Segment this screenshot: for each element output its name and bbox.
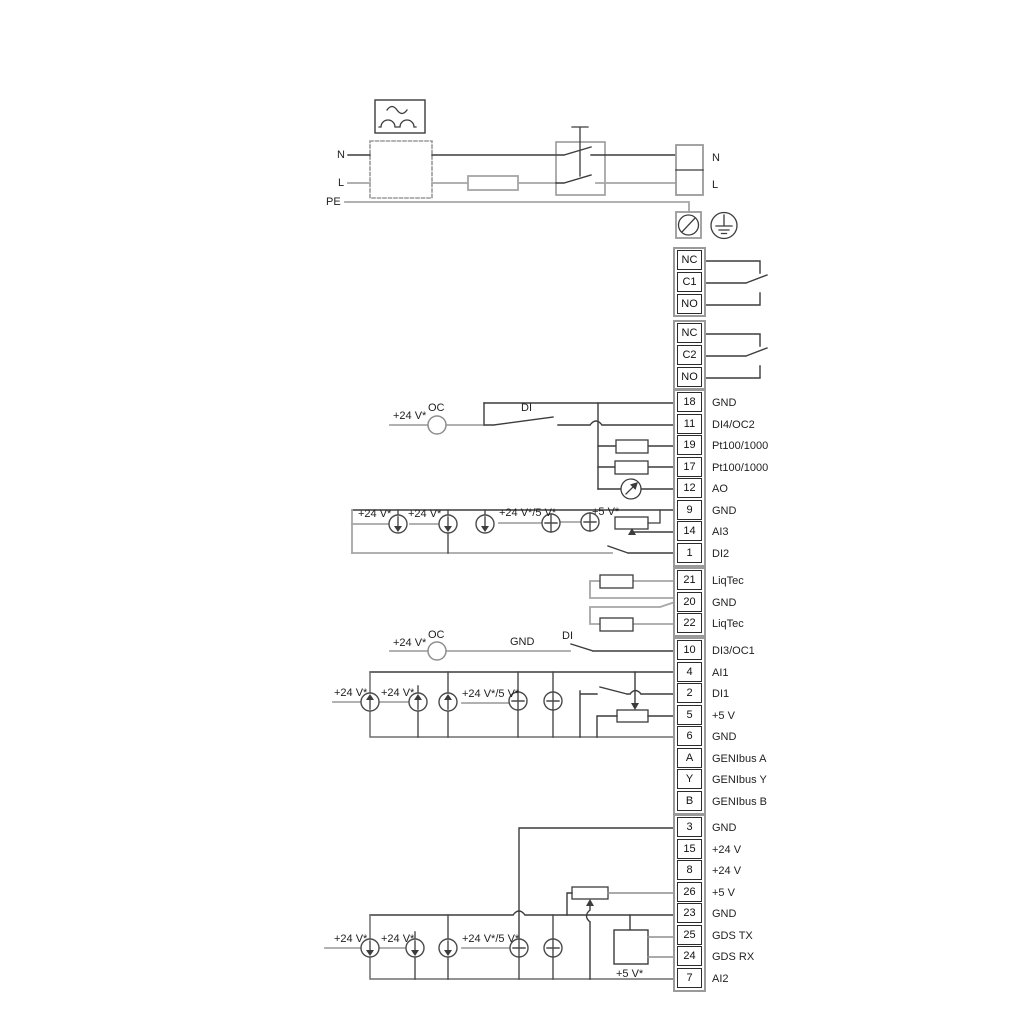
plus24v-label: +24 V* (393, 410, 427, 422)
l-right-label: L (712, 179, 719, 191)
current-source-symbol (389, 510, 494, 553)
terminal-cell: 1 (677, 543, 702, 563)
terminal-label: Pt100/1000 (712, 440, 769, 452)
di-label: DI (521, 402, 532, 414)
terminal-cell: A (677, 748, 702, 768)
pe-label: PE (326, 196, 341, 208)
terminal-cell: 26 (677, 882, 702, 902)
oc-label: OC (428, 402, 445, 414)
di3-switch-symbol (571, 644, 678, 651)
n-left-label: N (337, 149, 345, 161)
plus24v-5v-label: +24 V*/5 V* (499, 507, 557, 519)
relay1-contact-symbol (704, 261, 767, 305)
terminal-label: DI1 (712, 688, 730, 700)
plus24v-label: +24 V* (334, 687, 368, 699)
terminal-cell: C1 (677, 272, 702, 292)
terminal-cell: 7 (677, 968, 702, 988)
analog-output-meter-icon (621, 479, 641, 499)
terminal-cell: 6 (677, 726, 702, 746)
pe-terminal-icon (676, 212, 701, 238)
terminal-label: AO (712, 483, 728, 495)
pt100-resistor-symbol (616, 440, 648, 453)
plus24v-5v-label: +24 V*/5 V* (462, 688, 520, 700)
oc-label: OC (428, 629, 445, 641)
terminal-cell: 21 (677, 570, 702, 590)
terminal-label: GND (712, 597, 737, 609)
terminal-label: GENIbus A (712, 753, 767, 765)
potentiometer-symbol (597, 672, 678, 737)
current-source-symbol (361, 672, 457, 737)
l-left-label: L (338, 177, 345, 189)
terminal-label: GND (712, 731, 737, 743)
terminal-label: AI3 (712, 526, 729, 538)
potentiometer-symbol (615, 510, 678, 535)
plus24v-5v-label: +24 V*/5 V* (462, 933, 520, 945)
terminal-cell: NC (677, 250, 702, 270)
terminal-cell: 23 (677, 903, 702, 923)
terminal-cell: Y (677, 769, 702, 789)
terminal-cell: 25 (677, 925, 702, 945)
terminal-label: GND (712, 822, 737, 834)
di4-switch-symbol (484, 417, 553, 425)
plus5v-label: +5 V* (592, 506, 620, 518)
terminal-cell: 17 (677, 457, 702, 477)
terminal-cell: 10 (677, 640, 702, 660)
terminal-cell: 3 (677, 817, 702, 837)
terminal-label: GND (712, 505, 737, 517)
terminal-label: GND (712, 397, 737, 409)
terminal-label: +24 V (712, 844, 742, 856)
terminal-label: GDS RX (712, 951, 755, 963)
terminal-label: AI2 (712, 973, 729, 985)
current-source-symbol (361, 915, 457, 979)
relay2-contact-symbol (704, 334, 767, 378)
di2-switch-symbol (608, 546, 678, 553)
terminal-label: GENIbus Y (712, 774, 767, 786)
plus24v-label: +24 V* (408, 508, 442, 520)
terminal-cell: 19 (677, 435, 702, 455)
voltage-source-symbol (510, 915, 562, 979)
terminal-cell: 20 (677, 592, 702, 612)
liqtec-sensor-wiring (590, 575, 678, 631)
terminal-label: DI3/OC1 (712, 645, 755, 657)
voltage-source-symbol (509, 672, 562, 737)
earth-ground-icon (711, 213, 737, 239)
terminal-label: AI1 (712, 667, 729, 679)
terminal-cell: B (677, 791, 702, 811)
plus5v-label: +5 V* (616, 968, 644, 980)
terminal-cell: 2 (677, 683, 702, 703)
terminal-cell: 22 (677, 613, 702, 633)
terminal-label: LiqTec (712, 575, 744, 587)
terminal-label: DI4/OC2 (712, 419, 755, 431)
gds-module-symbol (614, 915, 678, 964)
open-collector-symbol (428, 642, 446, 660)
terminal-label: LiqTec (712, 618, 744, 630)
terminal-cell: 18 (677, 392, 702, 412)
terminal-cell: 12 (677, 478, 702, 498)
plus24v-label: +24 V* (381, 687, 415, 699)
terminal-label: Pt100/1000 (712, 462, 769, 474)
terminal-cell: 24 (677, 946, 702, 966)
terminal-cell: 4 (677, 662, 702, 682)
terminal-cell: 15 (677, 839, 702, 859)
terminal-cell: 9 (677, 500, 702, 520)
fuse-symbol (468, 176, 518, 190)
terminal-label: GND (712, 908, 737, 920)
n-right-label: N (712, 152, 720, 164)
plus24v-label: +24 V* (393, 637, 427, 649)
terminal-cell: C2 (677, 345, 702, 365)
mains-terminal-block (676, 145, 703, 195)
terminal-cell: NO (677, 294, 702, 314)
open-collector-symbol (428, 416, 446, 434)
terminal-cell: NC (677, 323, 702, 343)
terminal-label: GENIbus B (712, 796, 768, 808)
pt100-resistor-symbol (615, 461, 648, 474)
supply-unit-dashed-box (370, 141, 432, 198)
plus24v-label: +24 V* (334, 933, 368, 945)
plus24v-label: +24 V* (358, 508, 392, 520)
mains-switch-symbol (556, 127, 676, 195)
terminal-cell: 8 (677, 860, 702, 880)
terminal-cell: NO (677, 367, 702, 387)
plus24v-label: +24 V* (381, 933, 415, 945)
gnd-label: GND (510, 636, 535, 648)
terminal-cell: 5 (677, 705, 702, 725)
terminal-cell: 11 (677, 414, 702, 434)
terminal-label: GDS TX (712, 930, 753, 942)
terminal-label: +5 V (712, 887, 735, 899)
terminal-label: DI2 (712, 548, 730, 560)
terminal-label: +5 V (712, 710, 735, 722)
di-label: DI (562, 630, 573, 642)
terminal-label: +24 V (712, 865, 742, 877)
ac-waveform-icon (375, 100, 425, 133)
terminal-cell: 14 (677, 521, 702, 541)
